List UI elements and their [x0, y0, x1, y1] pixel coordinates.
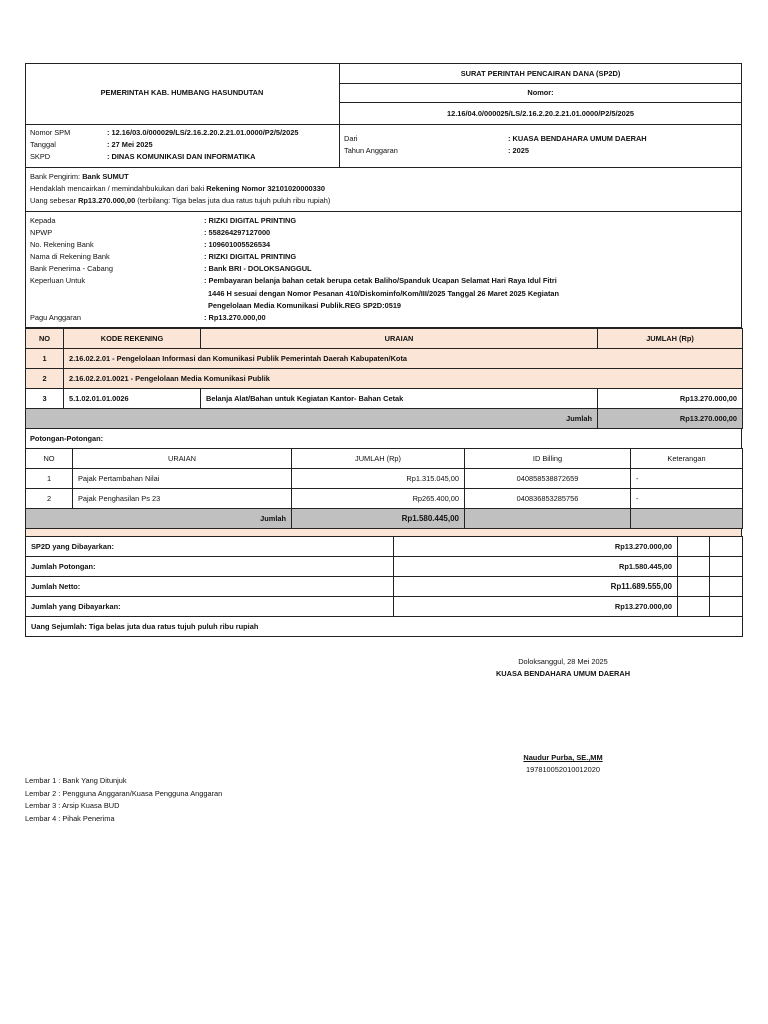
- rekening-table: [25, 328, 743, 429]
- summary-row: [26, 537, 743, 557]
- potongan-title: Potongan-Potongan:: [30, 434, 104, 443]
- potongan-total-row: [26, 509, 743, 529]
- tahun-value: : 2025: [508, 146, 529, 155]
- government-name: PEMERINTAH KAB. HUMBANG HASUNDUTAN: [100, 88, 264, 97]
- dari-value: : KUASA BENDAHARA UMUM DAERAH: [508, 134, 647, 143]
- nama-rekening-label: Nama di Rekening Bank: [30, 252, 110, 261]
- tanggal-value: : 27 Mei 2025: [107, 140, 153, 149]
- dari-label: Dari: [344, 134, 358, 143]
- summary-row: [26, 557, 743, 577]
- summary-label: SP2D yang Dibayarkan:: [26, 537, 394, 557]
- row-jumlah: Rp13.270.000,00: [598, 389, 743, 409]
- bank-pengirim-label: Bank Pengirim:: [30, 172, 81, 181]
- row-keterangan: -: [631, 469, 743, 489]
- amount-prefix: Uang sebesar: [30, 196, 77, 205]
- kepada-value: : RIZKI DIGITAL PRINTING: [204, 216, 297, 225]
- skpd-value: : DINAS KOMUNIKASI DAN INFORMATIKA: [107, 152, 256, 161]
- keperluan-line-1: : Pembayaran belanja bahan cetak berupa cetak Baliho/Spanduk Ucapan Selamat Hari Raya Idul Fitri: [204, 276, 557, 285]
- row-jumlah: Rp1.315.045,00: [292, 469, 465, 489]
- source-account: Rekening Nomor 32101020000330: [206, 184, 325, 193]
- summary-value: Rp11.689.555,00: [394, 577, 678, 597]
- norek-value: : 109601005526534: [204, 240, 271, 249]
- summary-row: [26, 597, 743, 617]
- norek-label: No. Rekening Bank: [30, 240, 94, 249]
- row-kode: 5.1.02.01.01.0026: [64, 389, 201, 409]
- empty-cell: [678, 557, 710, 577]
- lembar-1: Lembar 1 : Bank Yang Ditunjuk: [25, 776, 127, 785]
- total-label: Jumlah: [26, 509, 292, 529]
- row-no: 2: [26, 489, 73, 509]
- nama-rekening-value: : RIZKI DIGITAL PRINTING: [204, 252, 297, 261]
- row-program: 2.16.02.2.01 - Pengelolaan Informasi dan Komunikasi Publik Pemerintah Daerah Kabupaten/Kota: [64, 349, 743, 369]
- empty-cell: [710, 557, 743, 577]
- lembar-4: Lembar 4 : Pihak Penerima: [25, 814, 115, 823]
- potongan-header-row: [26, 449, 743, 469]
- lembar-2: Lembar 2 : Pengguna Anggaran/Kuasa Pengguna Anggaran: [25, 789, 223, 798]
- col-jumlah: JUMLAH (Rp): [598, 329, 743, 349]
- table-row: [26, 469, 743, 489]
- row-no: 1: [26, 469, 73, 489]
- col-keterangan: Keterangan: [631, 449, 743, 469]
- row-billing: 040858538872659: [465, 469, 631, 489]
- col-no: NO: [26, 449, 73, 469]
- col-jumlah: JUMLAH (Rp): [292, 449, 465, 469]
- keperluan-line-3: Pengelolaan Media Komunikasi Publik.REG SP2D:0519: [208, 301, 402, 310]
- empty-cell: [710, 597, 743, 617]
- col-uraian: URAIAN: [73, 449, 292, 469]
- summary-row: [26, 577, 743, 597]
- bank-penerima-label: Bank Penerima - Cabang: [30, 264, 113, 273]
- npwp-label: NPWP: [30, 228, 53, 237]
- summary-value: Rp1.580.445,00: [394, 557, 678, 577]
- row-no: 1: [26, 349, 64, 369]
- nomor-value: 12.16/04.0/000025/LS/2.16.2.20.2.21.01.0000/P2/5/2025: [447, 109, 634, 118]
- signature-nip: 197810052010012020: [526, 765, 600, 774]
- pagu-label: Pagu Anggaran: [30, 313, 81, 322]
- summary-label: Jumlah yang Dibayarkan:: [26, 597, 394, 617]
- lembar-3: Lembar 3 : Arsip Kuasa BUD: [25, 801, 120, 810]
- col-uraian: URAIAN: [201, 329, 598, 349]
- bank-penerima-value: : Bank BRI - DOLOKSANGGUL: [204, 264, 312, 273]
- bank-pengirim: [30, 172, 129, 181]
- empty-cell: [710, 577, 743, 597]
- amount-value: Rp13.270.000,00: [78, 196, 136, 205]
- bank-instruction: [30, 184, 325, 193]
- row-no: 2: [26, 369, 64, 389]
- table-row: [26, 489, 743, 509]
- row-kegiatan: 2.16.02.2.01.0021 - Pengelolaan Media Komunikasi Publik: [64, 369, 743, 389]
- table-row: [26, 389, 743, 409]
- signature-role: KUASA BENDAHARA UMUM DAERAH: [495, 669, 631, 678]
- amount-line: [30, 196, 330, 205]
- nomor-spm-value: : 12.16/03.0/000029/LS/2.16.2.20.2.21.01.0000/P2/5/2025: [107, 128, 299, 137]
- table-row: [26, 369, 743, 389]
- summary-table: [25, 536, 743, 637]
- potongan-table: [25, 448, 743, 529]
- keperluan-line-2: 1446 H sesuai dengan Nomor Pesanan 410/Diskominfo/Kom/III/2025 Tanggal 26 Maret 2025 Kegiatan: [208, 289, 560, 298]
- empty-cell: [678, 537, 710, 557]
- keperluan-label: Keperluan Untuk: [30, 276, 86, 285]
- terbilang-text: Uang Sejumlah: Tiga belas juta dua ratus tujuh puluh ribu rupiah: [26, 617, 743, 637]
- amount-terbilang: (terbilang: Tiga belas juta dua ratus tujuh puluh ribu rupiah): [137, 196, 331, 205]
- recipient-block: [25, 212, 742, 328]
- signature-name: Naudur Purba, SE.,MM: [523, 753, 603, 762]
- skpd-label: SKPD: [30, 152, 51, 161]
- col-no: NO: [26, 329, 64, 349]
- summary-label: Jumlah Potongan:: [26, 557, 394, 577]
- nomor-spm-label: Nomor SPM: [30, 128, 71, 137]
- kepada-label: Kepada: [30, 216, 56, 225]
- row-uraian: Pajak Pertambahan Nilai: [73, 469, 292, 489]
- total-value: Rp1.580.445,00: [292, 509, 465, 529]
- terbilang-row: [26, 617, 743, 637]
- empty-cell: [710, 537, 743, 557]
- empty-cell: [678, 597, 710, 617]
- summary-value: Rp13.270.000,00: [394, 537, 678, 557]
- total-value: Rp13.270.000,00: [598, 409, 743, 429]
- row-no: 3: [26, 389, 64, 409]
- row-uraian: Belanja Alat/Bahan untuk Kegiatan Kantor- Bahan Cetak: [201, 389, 598, 409]
- row-jumlah: Rp265.400,00: [292, 489, 465, 509]
- rekening-header-row: [26, 329, 743, 349]
- bank-instruction-text: Hendaklah mencairkan / memindahbukukan dari baki: [30, 184, 205, 193]
- pagu-value: : Rp13.270.000,00: [204, 313, 266, 322]
- col-id-billing: ID Billing: [465, 449, 631, 469]
- potongan-title-box: [25, 428, 742, 449]
- row-uraian: Pajak Penghasilan Ps 23: [73, 489, 292, 509]
- table-row: [26, 349, 743, 369]
- row-keterangan: -: [631, 489, 743, 509]
- nomor-label: Nomor:: [527, 88, 554, 97]
- col-kode-rekening: KODE REKENING: [64, 329, 201, 349]
- empty-cell: [465, 509, 631, 529]
- empty-cell: [631, 509, 743, 529]
- document-title: SURAT PERINTAH PENCAIRAN DANA (SP2D): [460, 69, 621, 78]
- npwp-value: : 558264297127000: [204, 228, 271, 237]
- signature-place-date: Doloksanggul, 28 Mei 2025: [518, 657, 608, 666]
- summary-value: Rp13.270.000,00: [394, 597, 678, 617]
- tanggal-label: Tanggal: [30, 140, 56, 149]
- tahun-label: Tahun Anggaran: [344, 146, 398, 155]
- summary-label: Jumlah Netto:: [26, 577, 394, 597]
- row-billing: 040836853285756: [465, 489, 631, 509]
- total-label: Jumlah: [26, 409, 598, 429]
- empty-cell: [678, 577, 710, 597]
- spacer-strip: [25, 529, 742, 536]
- bank-pengirim-value: Bank SUMUT: [82, 172, 129, 181]
- rekening-total-row: [26, 409, 743, 429]
